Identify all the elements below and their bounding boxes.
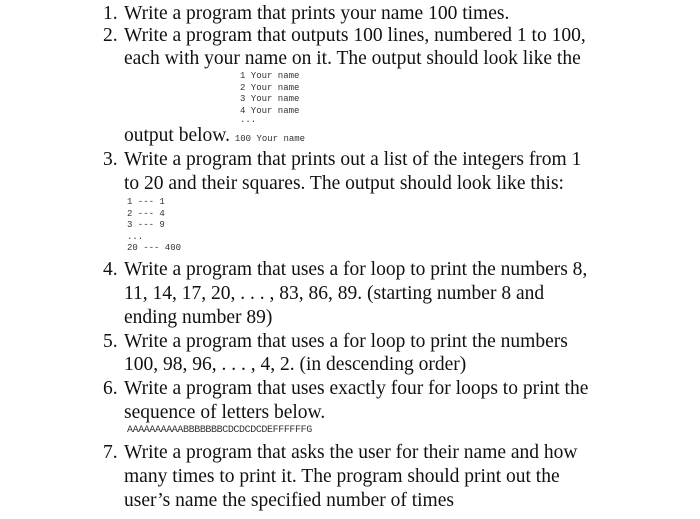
item-7-line-1: Write a program that asks the user for their name and how	[124, 442, 578, 463]
item-2-line-3-text: output below.	[124, 125, 230, 146]
item-3-example-line-1: 1 --- 1	[127, 197, 165, 207]
item-1-number: 1.	[103, 3, 118, 24]
item-3-example-last-line: 20 --- 400	[127, 243, 182, 253]
item-5-number: 5.	[103, 331, 118, 352]
item-3-line-2: to 20 and their squares. The output should look like this:	[124, 173, 564, 194]
item-3-number: 3.	[103, 149, 118, 170]
item-7-line-3: user’s name the specified number of times	[124, 490, 454, 511]
item-2-line-3	[124, 124, 305, 151]
item-6-line-1: Write a program that uses exactly four for loops to print the	[124, 378, 589, 399]
item-2-line-2: each with your name on it. The output should look like the	[124, 48, 581, 69]
item-4-line-2: 11, 14, 17, 20, . . . , 83, 86, 89. (starting number 8 and	[124, 283, 545, 304]
item-2-example-line-4: 4 Your name	[240, 105, 300, 116]
item-1-line-1: Write a program that prints your name 100 times.	[124, 3, 510, 24]
item-2-example-line-3: 3 Your name	[240, 94, 300, 104]
item-2-example-line-1: 1 Your name	[240, 71, 300, 81]
item-2-example-last-line: 100 Your name	[234, 134, 306, 144]
item-4-number: 4.	[103, 259, 118, 280]
item-6-example-sequence: AAAAAAAAAABBBBBBBCDCDCDCDEFFFFFFG	[127, 425, 312, 436]
item-2-line-1: Write a program that outputs 100 lines, numbered 1 to 100,	[124, 25, 586, 46]
item-4-line-1: Write a program that uses a for loop to print the numbers 8,	[124, 259, 588, 280]
item-3-line-1: Write a program that prints out a list of the integers from 1	[124, 149, 582, 170]
item-3-example-line-3: 3 --- 9	[127, 220, 165, 230]
item-6-number: 6.	[103, 378, 118, 399]
item-2-example-ellipsis: ...	[240, 115, 257, 125]
item-3-example-line-2: 2 --- 4	[127, 208, 165, 219]
item-6-line-2: sequence of letters below.	[124, 402, 326, 423]
item-5-line-1: Write a program that uses a for loop to print the numbers	[124, 331, 568, 352]
item-7-line-2: many times to print it. The program should print out the	[124, 466, 560, 487]
item-4-line-3: ending number 89)	[124, 307, 273, 328]
item-5-line-2: 100, 98, 96, . . . , 4, 2. (in descending order)	[124, 354, 467, 375]
item-2-example-line-2: 2 Your name	[240, 82, 300, 93]
item-3-example-ellipsis: ...	[127, 232, 144, 242]
item-7-number: 7.	[103, 442, 118, 463]
item-2-number: 2.	[103, 25, 118, 46]
